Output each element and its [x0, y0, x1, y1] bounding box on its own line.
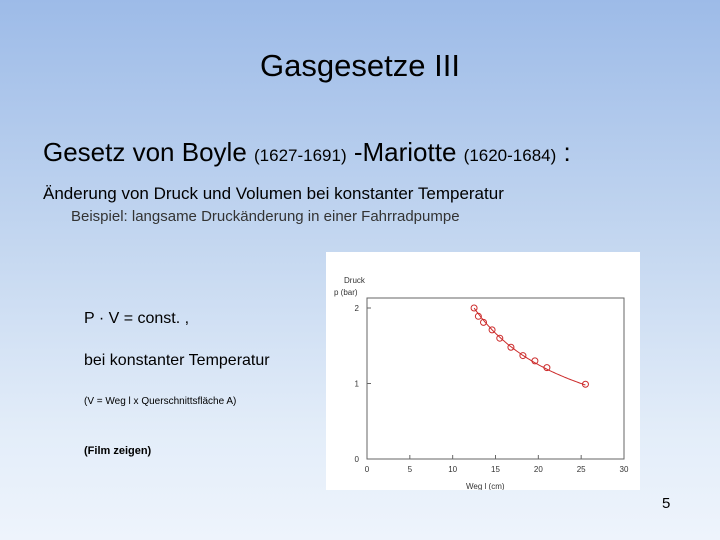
- ylabel-line1: Druck: [344, 276, 365, 285]
- x-tick-label: 15: [491, 465, 500, 474]
- formula: P · V = const. ,: [84, 310, 190, 327]
- heading-mariotte-years: (1620-1684): [463, 146, 557, 165]
- fit-curve: [474, 308, 585, 385]
- heading-boyle-years: (1627-1691): [254, 146, 347, 165]
- page-number: 5: [662, 495, 671, 512]
- example-text: Beispiel: langsame Druckänderung in einer Fahrradpumpe: [71, 208, 460, 225]
- heading-boyle: Gesetz von Boyle: [43, 137, 254, 167]
- volume-note: (V = Weg l x Querschnittsfläche A): [84, 396, 237, 407]
- data-point: [471, 305, 477, 311]
- film-note: (Film zeigen): [84, 445, 152, 457]
- x-tick-label: 30: [619, 465, 629, 474]
- x-tick-label: 10: [448, 465, 458, 474]
- plot-frame: [367, 298, 624, 459]
- x-tick-label: 0: [364, 465, 370, 474]
- subheading: Änderung von Druck und Volumen bei konstanter Temperatur: [43, 184, 504, 203]
- x-tick-label: 25: [576, 465, 586, 474]
- y-tick-label: 0: [354, 455, 359, 464]
- data-point: [497, 335, 503, 341]
- constant-temperature-text: bei konstanter Temperatur: [84, 352, 270, 369]
- heading-colon: :: [556, 137, 571, 167]
- y-tick-label: 1: [354, 379, 359, 389]
- xlabel: Weg l (cm): [466, 482, 505, 490]
- ylabel-line2: p (bar): [334, 288, 358, 297]
- x-tick-label: 5: [407, 465, 413, 474]
- slide-title: Gasgesetze III: [260, 48, 460, 83]
- y-tick-label: 2: [354, 304, 359, 313]
- law-heading: [43, 137, 571, 168]
- boyle-chart: [326, 252, 640, 490]
- heading-mariotte: -Mariotte: [346, 137, 464, 167]
- x-tick-label: 20: [533, 465, 543, 474]
- chart-svg: [326, 252, 640, 490]
